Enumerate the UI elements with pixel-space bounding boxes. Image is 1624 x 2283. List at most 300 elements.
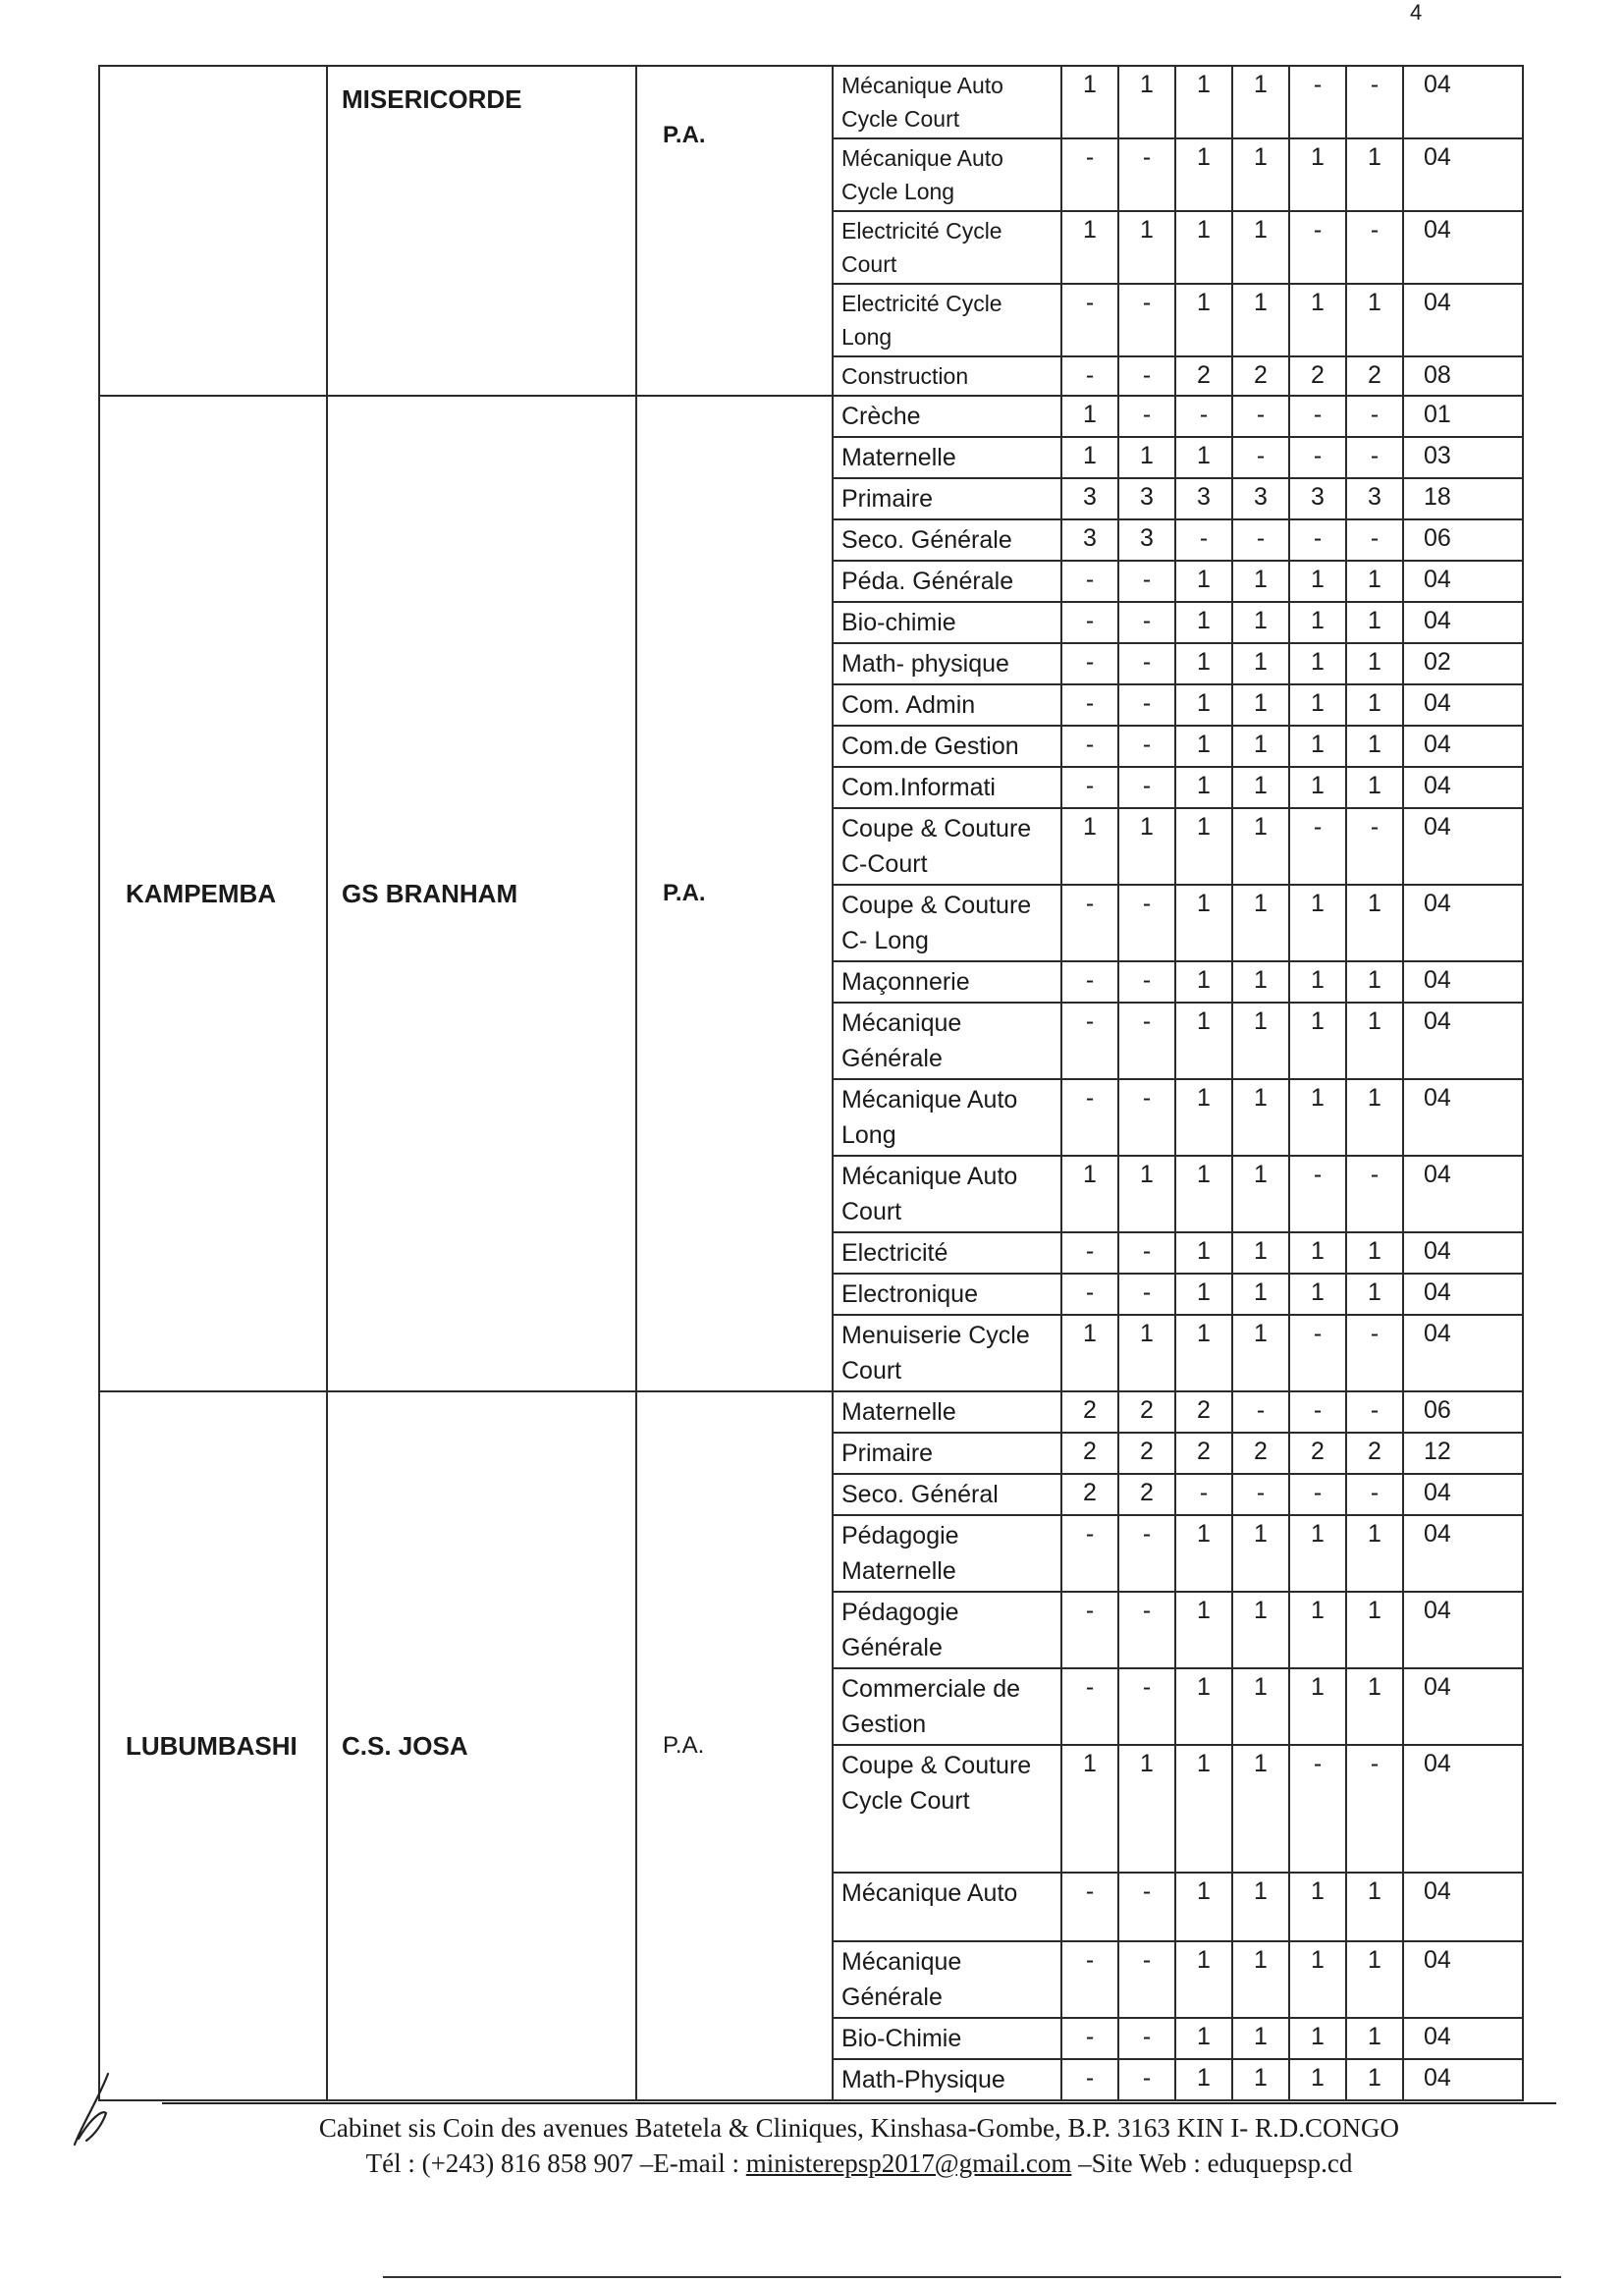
class-count-cell: -	[1175, 519, 1232, 561]
class-count-cell: -	[1289, 519, 1346, 561]
class-count-cell: 1	[1061, 1745, 1118, 1873]
class-count-cell: -	[1346, 1745, 1403, 1873]
total-cell: 04	[1403, 66, 1523, 138]
class-count-cell: -	[1118, 1232, 1175, 1274]
option-label: Seco. Générale	[833, 519, 1061, 561]
option-label: Seco. Général	[833, 1474, 1061, 1515]
class-count-cell: -	[1061, 767, 1118, 808]
class-count-cell: 1	[1346, 1941, 1403, 2018]
option-label: Maternelle	[833, 1391, 1061, 1433]
class-count-cell: -	[1061, 1079, 1118, 1156]
class-count-cell: 1	[1118, 66, 1175, 138]
bottom-rule	[383, 2276, 1561, 2278]
class-count-cell: 1	[1175, 602, 1232, 643]
table-row	[99, 1391, 1523, 1433]
class-count-cell: 1	[1346, 1873, 1403, 1941]
region-cell: KAMPEMBA	[99, 396, 327, 1391]
option-label: Maternelle	[833, 437, 1061, 478]
class-count-cell: 1	[1346, 284, 1403, 356]
total-cell: 04	[1403, 561, 1523, 602]
school-name-cell: MISERICORDE	[327, 66, 636, 396]
class-count-cell: 1	[1289, 1003, 1346, 1079]
class-count-cell: 1	[1346, 138, 1403, 211]
school-name-cell: GS BRANHAM	[327, 396, 636, 1391]
class-count-cell: 3	[1061, 478, 1118, 519]
total-cell: 01	[1403, 396, 1523, 437]
class-count-cell: -	[1232, 437, 1289, 478]
class-count-cell: 1	[1061, 437, 1118, 478]
class-count-cell: 1	[1346, 767, 1403, 808]
option-label: Bio-chimie	[833, 602, 1061, 643]
class-count-cell: 1	[1289, 1668, 1346, 1745]
total-cell: 04	[1403, 1515, 1523, 1592]
class-count-cell: 1	[1232, 284, 1289, 356]
class-count-cell: -	[1061, 885, 1118, 961]
option-label: Electricité	[833, 1232, 1061, 1274]
school-name-cell: C.S. JOSA	[327, 1391, 636, 2100]
total-cell: 04	[1403, 808, 1523, 885]
class-count-cell: 1	[1289, 2059, 1346, 2100]
class-count-cell: 1	[1175, 1668, 1232, 1745]
class-count-cell: -	[1061, 726, 1118, 767]
class-count-cell: 1	[1175, 1232, 1232, 1274]
class-count-cell: 1	[1346, 1592, 1403, 1668]
class-count-cell: 2	[1118, 1391, 1175, 1433]
class-count-cell: 1	[1175, 284, 1232, 356]
class-count-cell: 3	[1118, 519, 1175, 561]
page-number: 4	[1410, 0, 1423, 25]
class-count-cell: -	[1289, 1391, 1346, 1433]
class-count-cell: 1	[1346, 684, 1403, 726]
class-count-cell: 2	[1118, 1433, 1175, 1474]
total-cell: 04	[1403, 284, 1523, 356]
class-count-cell: 1	[1175, 726, 1232, 767]
class-count-cell: -	[1346, 808, 1403, 885]
class-count-cell: 1	[1232, 66, 1289, 138]
option-label: Commerciale de Gestion	[833, 1668, 1061, 1745]
class-count-cell: -	[1061, 1515, 1118, 1592]
footer-website: –Site Web : eduquepsp.cd	[1071, 2148, 1353, 2178]
class-count-cell: -	[1118, 561, 1175, 602]
class-count-cell: 1	[1232, 808, 1289, 885]
class-count-cell: 1	[1289, 1232, 1346, 1274]
class-count-cell: 1	[1346, 1668, 1403, 1745]
class-count-cell: -	[1118, 1941, 1175, 2018]
total-cell: 04	[1403, 2059, 1523, 2100]
class-count-cell: -	[1289, 1156, 1346, 1232]
option-label: Pédagogie Générale	[833, 1592, 1061, 1668]
class-count-cell: 1	[1175, 961, 1232, 1003]
class-count-cell: 1	[1289, 1873, 1346, 1941]
option-label: Mécanique Auto Long	[833, 1079, 1061, 1156]
total-cell: 12	[1403, 1433, 1523, 1474]
option-label: Coupe & Couture Cycle Court	[833, 1745, 1061, 1873]
class-count-cell: 1	[1232, 1232, 1289, 1274]
class-count-cell: -	[1118, 885, 1175, 961]
class-count-cell: -	[1289, 1474, 1346, 1515]
class-count-cell: 2	[1118, 1474, 1175, 1515]
class-count-cell: 1	[1232, 1941, 1289, 2018]
class-count-cell: 1	[1061, 66, 1118, 138]
class-count-cell: -	[1175, 396, 1232, 437]
class-count-cell: -	[1061, 1873, 1118, 1941]
class-count-cell: 1	[1289, 602, 1346, 643]
total-cell: 04	[1403, 1941, 1523, 2018]
class-count-cell: 1	[1232, 2018, 1289, 2059]
class-count-cell: 1	[1346, 602, 1403, 643]
class-count-cell: 2	[1232, 1433, 1289, 1474]
class-count-cell: -	[1232, 396, 1289, 437]
class-count-cell: 1	[1175, 437, 1232, 478]
class-count-cell: 1	[1289, 1592, 1346, 1668]
option-label: Pédagogie Maternelle	[833, 1515, 1061, 1592]
class-count-cell: 1	[1232, 561, 1289, 602]
class-count-cell: -	[1232, 1474, 1289, 1515]
class-count-cell: -	[1346, 396, 1403, 437]
class-count-cell: -	[1061, 684, 1118, 726]
class-count-cell: 1	[1346, 1515, 1403, 1592]
class-count-cell: 2	[1061, 1433, 1118, 1474]
class-count-cell: 2	[1289, 356, 1346, 396]
option-label: Primaire	[833, 1433, 1061, 1474]
class-count-cell: 1	[1232, 211, 1289, 284]
class-count-cell: 1	[1175, 643, 1232, 684]
class-count-cell: 1	[1175, 1274, 1232, 1315]
class-count-cell: 1	[1175, 2059, 1232, 2100]
footer-email-link[interactable]: ministerepsp2017@gmail.com	[745, 2148, 1072, 2178]
class-count-cell: 1	[1289, 1274, 1346, 1315]
class-count-cell: 1	[1346, 1232, 1403, 1274]
total-cell: 04	[1403, 1873, 1523, 1941]
status-cell: P.A.	[636, 396, 833, 1391]
class-count-cell: -	[1346, 437, 1403, 478]
class-count-cell: -	[1061, 1592, 1118, 1668]
option-label: Com.Informati	[833, 767, 1061, 808]
class-count-cell: 3	[1232, 478, 1289, 519]
class-count-cell: 1	[1346, 643, 1403, 684]
class-count-cell: 2	[1061, 1474, 1118, 1515]
total-cell: 04	[1403, 961, 1523, 1003]
class-count-cell: -	[1118, 138, 1175, 211]
class-count-cell: 1	[1289, 1515, 1346, 1592]
class-count-cell: 1	[1175, 684, 1232, 726]
class-count-cell: 1	[1061, 808, 1118, 885]
class-count-cell: 1	[1118, 1156, 1175, 1232]
region-cell: LUBUMBASHI	[99, 1391, 327, 2100]
option-label: Mécanique Auto Court	[833, 1156, 1061, 1232]
class-count-cell: 1	[1175, 1592, 1232, 1668]
total-cell: 18	[1403, 478, 1523, 519]
class-count-cell: 2	[1175, 356, 1232, 396]
footer-phone: Tél : (+243) 816 858 907 –E-mail :	[365, 2148, 746, 2178]
class-count-cell: 1	[1175, 1003, 1232, 1079]
class-count-cell: 1	[1175, 767, 1232, 808]
class-count-cell: 1	[1289, 284, 1346, 356]
class-count-cell: 3	[1346, 478, 1403, 519]
total-cell: 03	[1403, 437, 1523, 478]
class-count-cell: -	[1346, 519, 1403, 561]
total-cell: 04	[1403, 1156, 1523, 1232]
option-label: Electronique	[833, 1274, 1061, 1315]
class-count-cell: 1	[1289, 2018, 1346, 2059]
class-count-cell: 1	[1232, 961, 1289, 1003]
footer-contact	[162, 2148, 1556, 2179]
total-cell: 04	[1403, 684, 1523, 726]
class-count-cell: -	[1061, 1668, 1118, 1745]
option-label: Electricité Cycle Long	[833, 284, 1061, 356]
class-count-cell: 1	[1061, 1315, 1118, 1391]
class-count-cell: -	[1346, 1315, 1403, 1391]
class-count-cell: 1	[1061, 1156, 1118, 1232]
class-count-cell: -	[1061, 561, 1118, 602]
class-count-cell: 1	[1346, 2059, 1403, 2100]
class-count-cell: 1	[1232, 1156, 1289, 1232]
class-count-cell: 1	[1232, 1315, 1289, 1391]
class-count-cell: 1	[1232, 1592, 1289, 1668]
status-cell: P.A.	[636, 66, 833, 396]
total-cell: 04	[1403, 1474, 1523, 1515]
class-count-cell: -	[1289, 1745, 1346, 1873]
option-label: Coupe & Couture C-Court	[833, 808, 1061, 885]
total-cell: 04	[1403, 885, 1523, 961]
signature-mark	[69, 2070, 118, 2148]
class-count-cell: -	[1118, 2059, 1175, 2100]
class-count-cell: -	[1289, 437, 1346, 478]
class-count-cell: 1	[1232, 1668, 1289, 1745]
option-label: Péda. Générale	[833, 561, 1061, 602]
option-label: Coupe & Couture C- Long	[833, 885, 1061, 961]
table-row	[99, 66, 1523, 138]
total-cell: 06	[1403, 519, 1523, 561]
class-count-cell: -	[1061, 284, 1118, 356]
class-count-cell: 1	[1175, 885, 1232, 961]
class-count-cell: 1	[1232, 643, 1289, 684]
option-label: Menuiserie Cycle Court	[833, 1315, 1061, 1391]
option-label: Electricité Cycle Court	[833, 211, 1061, 284]
class-count-cell: 1	[1175, 808, 1232, 885]
class-count-cell: -	[1346, 1156, 1403, 1232]
status-cell: P.A.	[636, 1391, 833, 2100]
class-count-cell: 1	[1232, 1873, 1289, 1941]
class-count-cell: -	[1118, 284, 1175, 356]
total-cell: 04	[1403, 138, 1523, 211]
class-count-cell: 1	[1118, 1745, 1175, 1873]
class-count-cell: 1	[1289, 767, 1346, 808]
class-count-cell: -	[1061, 1274, 1118, 1315]
class-count-cell: 1	[1346, 1079, 1403, 1156]
class-count-cell: 1	[1061, 211, 1118, 284]
class-count-cell: -	[1118, 1873, 1175, 1941]
class-count-cell: -	[1118, 356, 1175, 396]
class-count-cell: -	[1061, 643, 1118, 684]
class-count-cell: -	[1118, 1592, 1175, 1668]
class-count-cell: 3	[1289, 478, 1346, 519]
class-count-cell: -	[1289, 66, 1346, 138]
class-count-cell: -	[1346, 66, 1403, 138]
class-count-cell: 1	[1289, 138, 1346, 211]
class-count-cell: -	[1118, 1079, 1175, 1156]
class-count-cell: -	[1346, 1391, 1403, 1433]
total-cell: 04	[1403, 767, 1523, 808]
total-cell: 04	[1403, 1274, 1523, 1315]
class-count-cell: -	[1061, 602, 1118, 643]
class-count-cell: 1	[1289, 961, 1346, 1003]
class-count-cell: 1	[1289, 684, 1346, 726]
class-count-cell: -	[1289, 211, 1346, 284]
total-cell: 04	[1403, 602, 1523, 643]
class-count-cell: -	[1175, 1474, 1232, 1515]
class-count-cell: -	[1346, 211, 1403, 284]
option-label: Mécanique Auto Cycle Long	[833, 138, 1061, 211]
class-count-cell: 1	[1175, 138, 1232, 211]
class-count-cell: 1	[1118, 211, 1175, 284]
option-label: Mécanique Auto Cycle Court	[833, 66, 1061, 138]
class-count-cell: -	[1289, 396, 1346, 437]
class-count-cell: 1	[1346, 961, 1403, 1003]
class-count-cell: -	[1118, 602, 1175, 643]
class-count-cell: 1	[1232, 1079, 1289, 1156]
class-count-cell: -	[1118, 1274, 1175, 1315]
class-count-cell: 1	[1175, 1873, 1232, 1941]
total-cell: 04	[1403, 1232, 1523, 1274]
class-count-cell: 1	[1289, 643, 1346, 684]
class-count-cell: -	[1118, 961, 1175, 1003]
class-count-cell: 2	[1232, 356, 1289, 396]
option-label: Com. Admin	[833, 684, 1061, 726]
class-count-cell: 1	[1175, 211, 1232, 284]
table-row	[99, 396, 1523, 437]
class-count-cell: 1	[1118, 808, 1175, 885]
class-count-cell: -	[1061, 1941, 1118, 2018]
class-count-cell: 1	[1175, 1941, 1232, 2018]
option-label: Bio-Chimie	[833, 2018, 1061, 2059]
class-count-cell: 1	[1118, 1315, 1175, 1391]
class-count-cell: -	[1061, 2059, 1118, 2100]
class-count-cell: 1	[1175, 1079, 1232, 1156]
class-count-cell: 1	[1289, 1079, 1346, 1156]
total-cell: 04	[1403, 1315, 1523, 1391]
total-cell: 08	[1403, 356, 1523, 396]
option-label: Mécanique Générale	[833, 1941, 1061, 2018]
class-count-cell: 1	[1232, 2059, 1289, 2100]
class-count-cell: -	[1118, 767, 1175, 808]
option-label: Math- physique	[833, 643, 1061, 684]
class-count-cell: 2	[1061, 1391, 1118, 1433]
class-count-cell: 1	[1175, 1315, 1232, 1391]
class-count-cell: -	[1289, 808, 1346, 885]
class-count-cell: 1	[1175, 66, 1232, 138]
class-count-cell: 2	[1175, 1391, 1232, 1433]
class-count-cell: 3	[1061, 519, 1118, 561]
class-count-cell: 1	[1232, 1745, 1289, 1873]
class-count-cell: 3	[1118, 478, 1175, 519]
class-count-cell: 1	[1232, 1003, 1289, 1079]
total-cell: 06	[1403, 1391, 1523, 1433]
class-count-cell: -	[1232, 519, 1289, 561]
class-count-cell: 1	[1289, 726, 1346, 767]
footer-rule	[162, 2102, 1556, 2104]
total-cell: 04	[1403, 1592, 1523, 1668]
option-label: Com.de Gestion	[833, 726, 1061, 767]
class-count-cell: 3	[1175, 478, 1232, 519]
class-count-cell: -	[1061, 961, 1118, 1003]
class-count-cell: -	[1061, 2018, 1118, 2059]
class-count-cell: -	[1118, 1668, 1175, 1745]
footer-address: Cabinet sis Coin des avenues Batetela & Cliniques, Kinshasa-Gombe, B.P. 3163 KIN I- R.D.CONGO	[318, 2113, 1400, 2143]
class-count-cell: -	[1061, 1003, 1118, 1079]
class-count-cell: 1	[1346, 885, 1403, 961]
region-cell	[99, 66, 327, 396]
option-label: Construction	[833, 356, 1061, 396]
class-count-cell: 1	[1289, 885, 1346, 961]
total-cell: 04	[1403, 1079, 1523, 1156]
option-label: Mécanique Générale	[833, 1003, 1061, 1079]
class-count-cell: -	[1118, 396, 1175, 437]
class-count-cell: 1	[1175, 1745, 1232, 1873]
class-count-cell: 1	[1346, 726, 1403, 767]
class-count-cell: 1	[1175, 1156, 1232, 1232]
class-count-cell: -	[1061, 138, 1118, 211]
class-count-cell: 1	[1346, 1003, 1403, 1079]
total-cell: 04	[1403, 1745, 1523, 1873]
option-label: Crèche	[833, 396, 1061, 437]
class-count-cell: 2	[1289, 1433, 1346, 1474]
class-count-cell: 1	[1232, 1515, 1289, 1592]
total-cell: 04	[1403, 726, 1523, 767]
class-count-cell: 1	[1232, 602, 1289, 643]
class-count-cell: -	[1118, 2018, 1175, 2059]
total-cell: 02	[1403, 643, 1523, 684]
class-count-cell: 2	[1175, 1433, 1232, 1474]
class-count-cell: 2	[1346, 356, 1403, 396]
class-count-cell: 1	[1346, 2018, 1403, 2059]
total-cell: 04	[1403, 2018, 1523, 2059]
schools-table	[98, 65, 1524, 2101]
class-count-cell: 1	[1346, 1274, 1403, 1315]
option-label: Math-Physique	[833, 2059, 1061, 2100]
class-count-cell: 1	[1175, 561, 1232, 602]
total-cell: 04	[1403, 1003, 1523, 1079]
class-count-cell: 1	[1232, 726, 1289, 767]
option-label: Mécanique Auto	[833, 1873, 1061, 1941]
class-count-cell: 1	[1232, 684, 1289, 726]
class-count-cell: 1	[1289, 1941, 1346, 2018]
class-count-cell: -	[1118, 684, 1175, 726]
class-count-cell: 1	[1175, 1515, 1232, 1592]
class-count-cell: 1	[1232, 767, 1289, 808]
class-count-cell: -	[1061, 356, 1118, 396]
class-count-cell: -	[1118, 1515, 1175, 1592]
class-count-cell: 1	[1175, 2018, 1232, 2059]
class-count-cell: -	[1118, 726, 1175, 767]
class-count-cell: 2	[1346, 1433, 1403, 1474]
total-cell: 04	[1403, 211, 1523, 284]
class-count-cell: 1	[1061, 396, 1118, 437]
class-count-cell: 1	[1346, 561, 1403, 602]
class-count-cell: -	[1061, 1232, 1118, 1274]
option-label: Primaire	[833, 478, 1061, 519]
class-count-cell: 1	[1232, 885, 1289, 961]
class-count-cell: 1	[1232, 138, 1289, 211]
class-count-cell: 1	[1289, 561, 1346, 602]
class-count-cell: -	[1289, 1315, 1346, 1391]
class-count-cell: -	[1346, 1474, 1403, 1515]
class-count-cell: -	[1232, 1391, 1289, 1433]
class-count-cell: -	[1118, 1003, 1175, 1079]
class-count-cell: -	[1118, 643, 1175, 684]
total-cell: 04	[1403, 1668, 1523, 1745]
option-label: Maçonnerie	[833, 961, 1061, 1003]
